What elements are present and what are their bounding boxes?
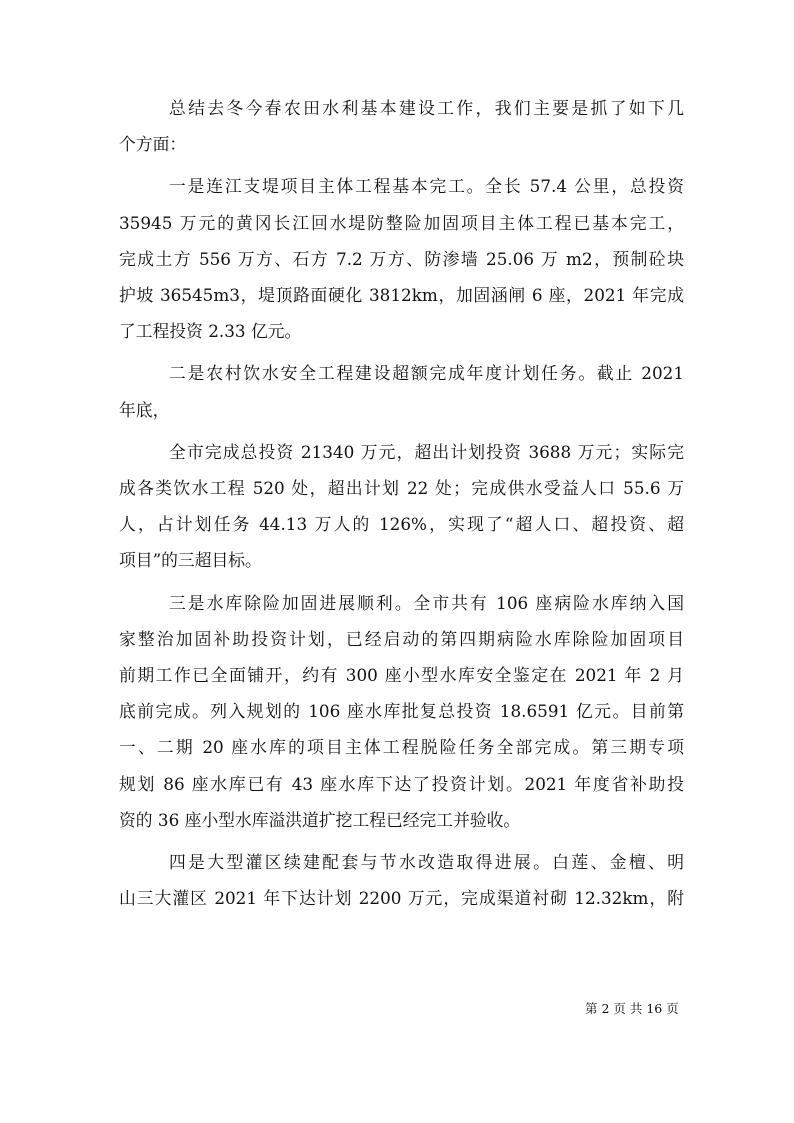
text-line: 护坡 36545m3，堤顶路面硬化 3812km，加固涵闸 6 座，2021 年完成 bbox=[119, 285, 684, 306]
text-line: 二是农村饮水安全工程建设超额完成年度计划任务。截止 2021 bbox=[169, 363, 684, 384]
text-line: 个方面： bbox=[119, 134, 187, 155]
text-line: 四是大型灌区续建配套与节水改造取得进展。白莲、金檀、明 bbox=[169, 852, 684, 873]
text-line: 项目”的三超目标。 bbox=[119, 550, 262, 571]
text-line: 全市完成总投资 21340 万元，超出计划投资 3688 万元；实际完 bbox=[169, 441, 684, 462]
paragraph-intro bbox=[119, 90, 684, 162]
text-line: 家整治加固补助投资计划，已经启动的第四期病险水库除险加固项目 bbox=[119, 628, 684, 649]
text-line: 成各类饮水工程 520 处，超出计划 22 处；完成供水受益人口 55.6 万 bbox=[119, 478, 684, 499]
text-line: 总结去冬今春农田水利基本建设工作，我们主要是抓了如下几 bbox=[169, 98, 684, 118]
text-line: 年底， bbox=[119, 399, 170, 420]
paragraph-reservoir bbox=[119, 585, 684, 838]
text-line: 完成土方 556 万方、石方 7.2 万方、防渗墙 25.06 万 m2，预制砼块 bbox=[119, 248, 684, 269]
text-line: 三是水库除险加固进展顺利。全市共有 106 座病险水库纳入国 bbox=[169, 592, 684, 613]
text-line: 35945 万元的黄冈长江回水堤防整险加固项目主体工程已基本完工， bbox=[119, 212, 684, 233]
text-line: 底前完成。列入规划的 106 座水库批复总投资 18.6591 亿元。目前第 bbox=[119, 701, 684, 722]
text-line: 规划 86 座水库已有 43 座水库下达了投资计划。2021 年度省补助投 bbox=[119, 773, 684, 794]
paragraph-investment bbox=[119, 434, 684, 579]
paragraph-irrigation bbox=[119, 844, 684, 916]
page-number-footer: 第 2 页 共 16 页 bbox=[585, 1001, 679, 1016]
text-line: 人，占计划任务 44.13 万人的 126%，实现了“超人口、超投资、超 bbox=[119, 514, 684, 535]
paragraph-drinking-water bbox=[119, 355, 684, 427]
document-body bbox=[119, 90, 684, 922]
paragraph-embankment bbox=[119, 168, 684, 349]
text-line: 前期工作已全面铺开，约有 300 座小型水库安全鉴定在 2021 年 2 月 bbox=[119, 665, 684, 686]
text-line: 山三大灌区 2021 年下达计划 2200 万元，完成渠道衬砌 12.32km，附 bbox=[119, 888, 684, 909]
text-line: 资的 36 座小型水库溢洪道扩挖工程已经完工并验收。 bbox=[119, 809, 521, 830]
text-line: 一是连江支堤项目主体工程基本完工。全长 57.4 公里，总投资 bbox=[169, 176, 684, 197]
text-line: 一、二期 20 座水库的项目主体工程脱险任务全部完成。第三期专项 bbox=[119, 737, 684, 758]
text-line: 了工程投资 2.33 亿元。 bbox=[119, 321, 302, 342]
